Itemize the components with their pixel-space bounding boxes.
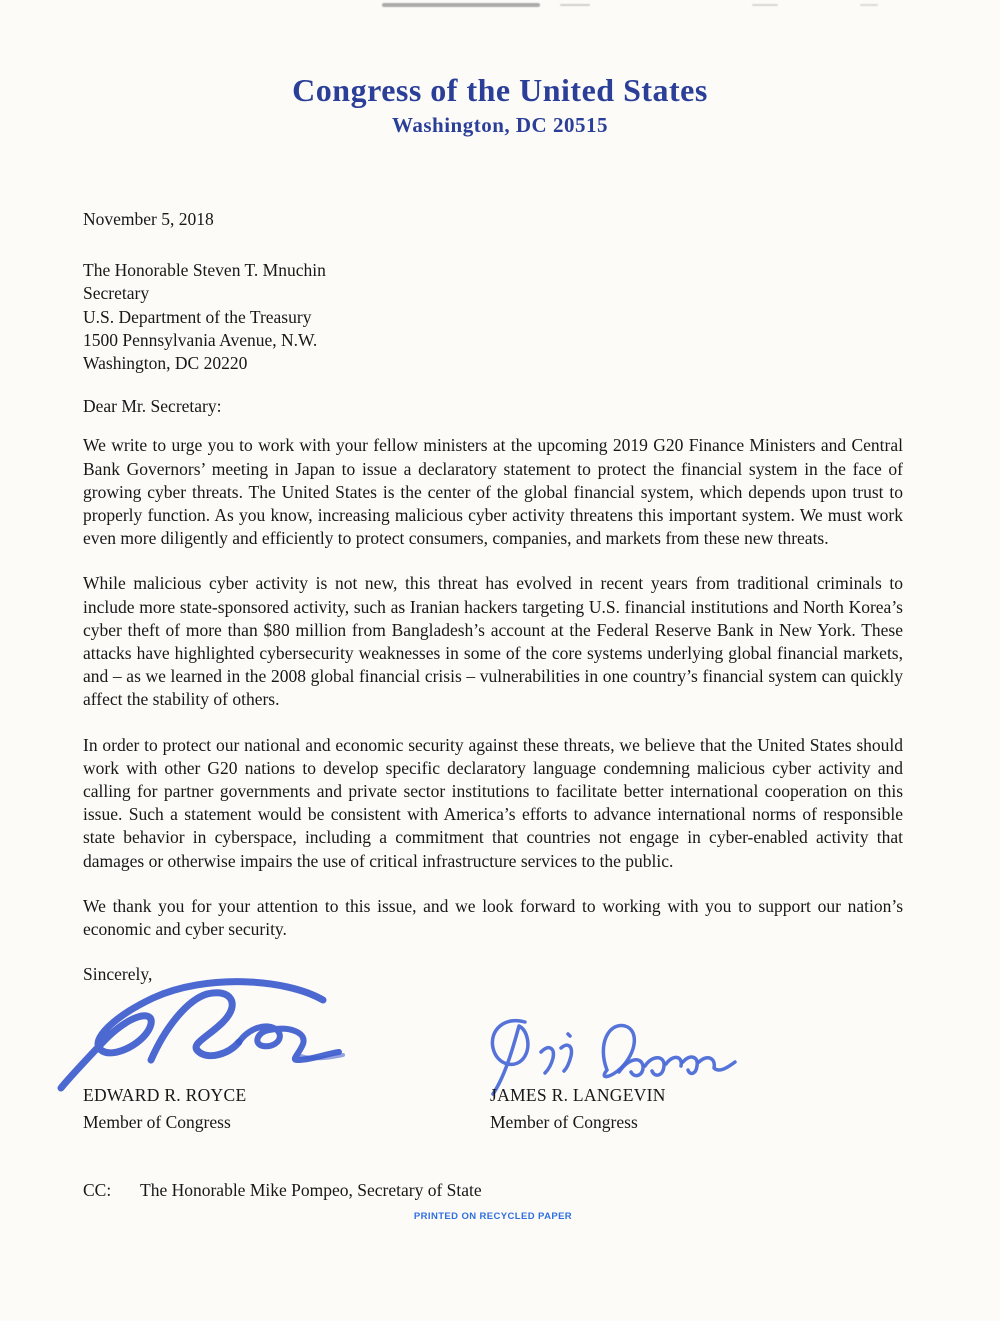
recipient-line: Washington, DC 20220 [83,353,248,374]
signer-title: Member of Congress [83,1111,231,1132]
letter-date: November 5, 2018 [83,209,214,229]
signature-row [83,986,903,1141]
signer-title: Member of Congress [490,1111,638,1132]
cc-label: CC: [83,1180,112,1201]
scan-artifact [560,4,590,6]
letter-content [83,208,903,1228]
scan-artifact [752,4,778,6]
recipient-line: 1500 Pennsylvania Avenue, N.W. [83,329,318,350]
paragraph-1: We write to urge you to work with your fellow ministers at the upcoming 2019 G20 Finance Ministers and Central Bank Governors’ meeting in Japan to issue a declaratory statement to protect the financial system in the face of growing cyber threats. The United States is the center of the global financial system, which depends upon trust to properly function. As you know, increasing malicious cyber activity threatens this important system. We must work even more diligently and efficiently to protect consumers, companies, and markets from these new threats. [83,435,903,549]
paragraph-3: In order to protect our national and economic security against these threats, we believe that the United States should work with other G20 nations to develop specific declaratory language condemning malicious cyber activity and calling for partner governments and private sector institutions to facilitate better international cooperation on this issue. Such a statement would be consistent with America’s efforts to advance international norms of responsible state behavior in cyberspace, including a commitment that countries not engage in cyber-enabled activity that damages or otherwise impairs the use of critical infrastructure services to the public. [83,734,903,871]
signer-name: EDWARD R. ROYCE [83,1085,247,1106]
recipient-address [83,259,903,375]
letterhead [0,0,1000,138]
letterhead-subtitle: Washington, DC 20515 [392,113,608,137]
salutation: Dear Mr. Secretary: [83,396,222,417]
closing: Sincerely, [83,964,153,985]
paragraph-4: We thank you for your attention to this issue, and we look forward to working with you to support our nation’s economic and cyber security. [83,895,903,940]
royce-signature-icon [55,970,345,1098]
signature-block-langevin [490,1084,666,1133]
scan-artifact [860,4,878,6]
cc-row [83,1179,903,1202]
recipient-line: Secretary [83,283,150,304]
letter-body [83,434,903,941]
letterhead-title: Congress of the United States [292,72,708,108]
paragraph-2: While malicious cyber activity is not new, this threat has evolved in recent years from traditional criminals to include more state-sponsored activity, such as Iranian hackers targeting U.S. financial institutions and North Korea’s cyber theft of more than $80 million from Bangladesh’s account at the Federal Reserve Bank in New York. These attacks have highlighted cybersecurity weaknesses in some of the core systems underlying global financial markets, and – as we learned in the 2008 global financial crisis – vulnerabilities in one country’s financial system can quickly affect the stability of others. [83,573,903,710]
cc-text: The Honorable Mike Pompeo, Secretary of State [140,1180,482,1201]
recipient-line: U.S. Department of the Treasury [83,306,312,327]
signature-block-royce [83,1084,246,1133]
signer-name: JAMES R. LANGEVIN [490,1085,666,1106]
scan-artifact [382,3,540,7]
recycled-paper-note: PRINTED ON RECYCLED PAPER [413,1210,573,1222]
recipient-line: The Honorable Steven T. Mnuchin [83,260,326,281]
